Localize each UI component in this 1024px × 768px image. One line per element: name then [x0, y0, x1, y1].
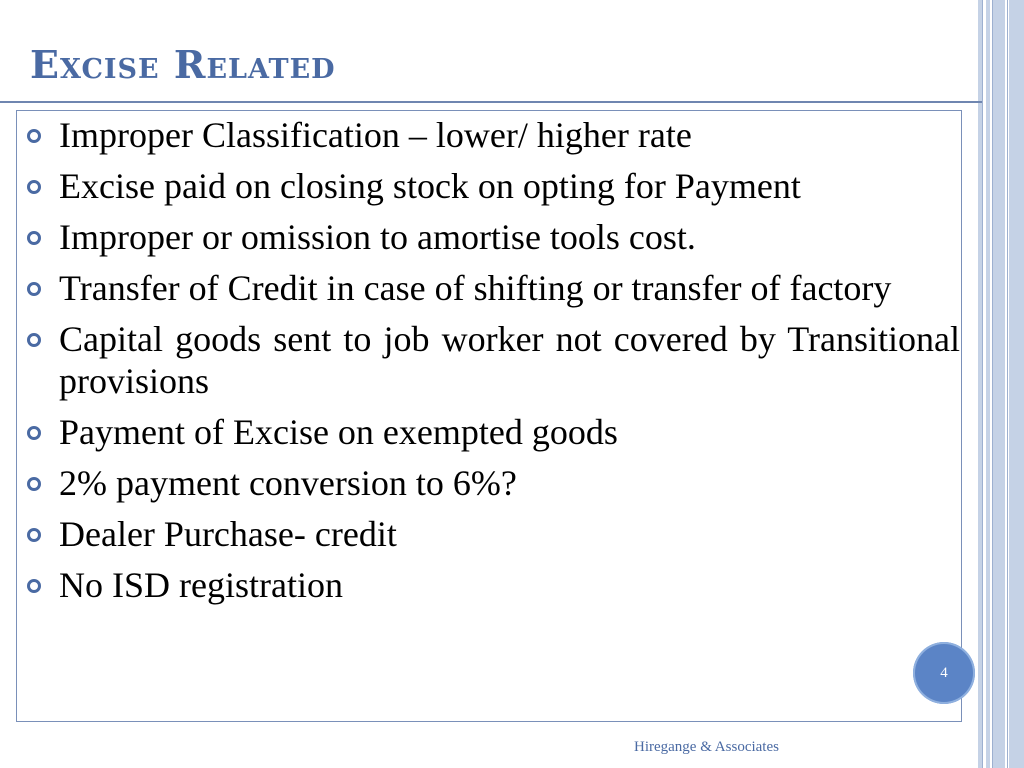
slide-title: Excise Related	[30, 42, 336, 87]
bullet-item	[24, 216, 960, 258]
bullet-marker-icon	[27, 477, 41, 491]
bullet-item	[24, 564, 960, 606]
bullet-marker-icon	[27, 528, 41, 542]
decor-line-3	[1007, 0, 1008, 768]
bullet-item	[24, 513, 960, 555]
bullet-marker-icon	[27, 180, 41, 194]
bullet-item	[24, 462, 960, 504]
bullet-item	[24, 114, 960, 156]
bullet-marker-icon	[27, 579, 41, 593]
decor-stripe-2	[986, 0, 990, 768]
bullet-marker-icon	[27, 282, 41, 296]
bullet-marker-icon	[27, 231, 41, 245]
bullet-text: Transfer of Credit in case of shifting or transfer of factory	[59, 268, 892, 308]
page-number-badge: 4	[913, 642, 975, 704]
bullet-text: Excise paid on closing stock on opting for Payment	[59, 166, 801, 206]
decor-stripe-3	[993, 0, 1005, 768]
bullet-item	[24, 267, 960, 309]
bullet-marker-icon	[27, 333, 41, 347]
decor-line-1	[982, 0, 983, 768]
title-divider	[0, 101, 982, 103]
bullet-marker-icon	[27, 426, 41, 440]
bullet-text: Payment of Excise on exempted goods	[59, 412, 618, 452]
bullet-text: 2% payment conversion to 6%?	[59, 463, 517, 503]
bullet-text: Improper Classification – lower/ higher rate	[59, 115, 692, 155]
bullet-text: No ISD registration	[59, 565, 343, 605]
decor-stripe-4	[1009, 0, 1024, 768]
bullet-item	[24, 318, 960, 402]
bullet-text: Dealer Purchase- credit	[59, 514, 397, 554]
bullet-item	[24, 165, 960, 207]
footer-text: Hiregange & Associates	[634, 739, 779, 755]
bullet-marker-icon	[27, 129, 41, 143]
bullet-list	[24, 114, 960, 615]
bullet-text: Improper or omission to amortise tools cost.	[59, 217, 696, 257]
decor-line-2	[992, 0, 993, 768]
bullet-item	[24, 411, 960, 453]
bullet-text: Capital goods sent to job worker not covered by Transitional provisions	[59, 319, 960, 401]
